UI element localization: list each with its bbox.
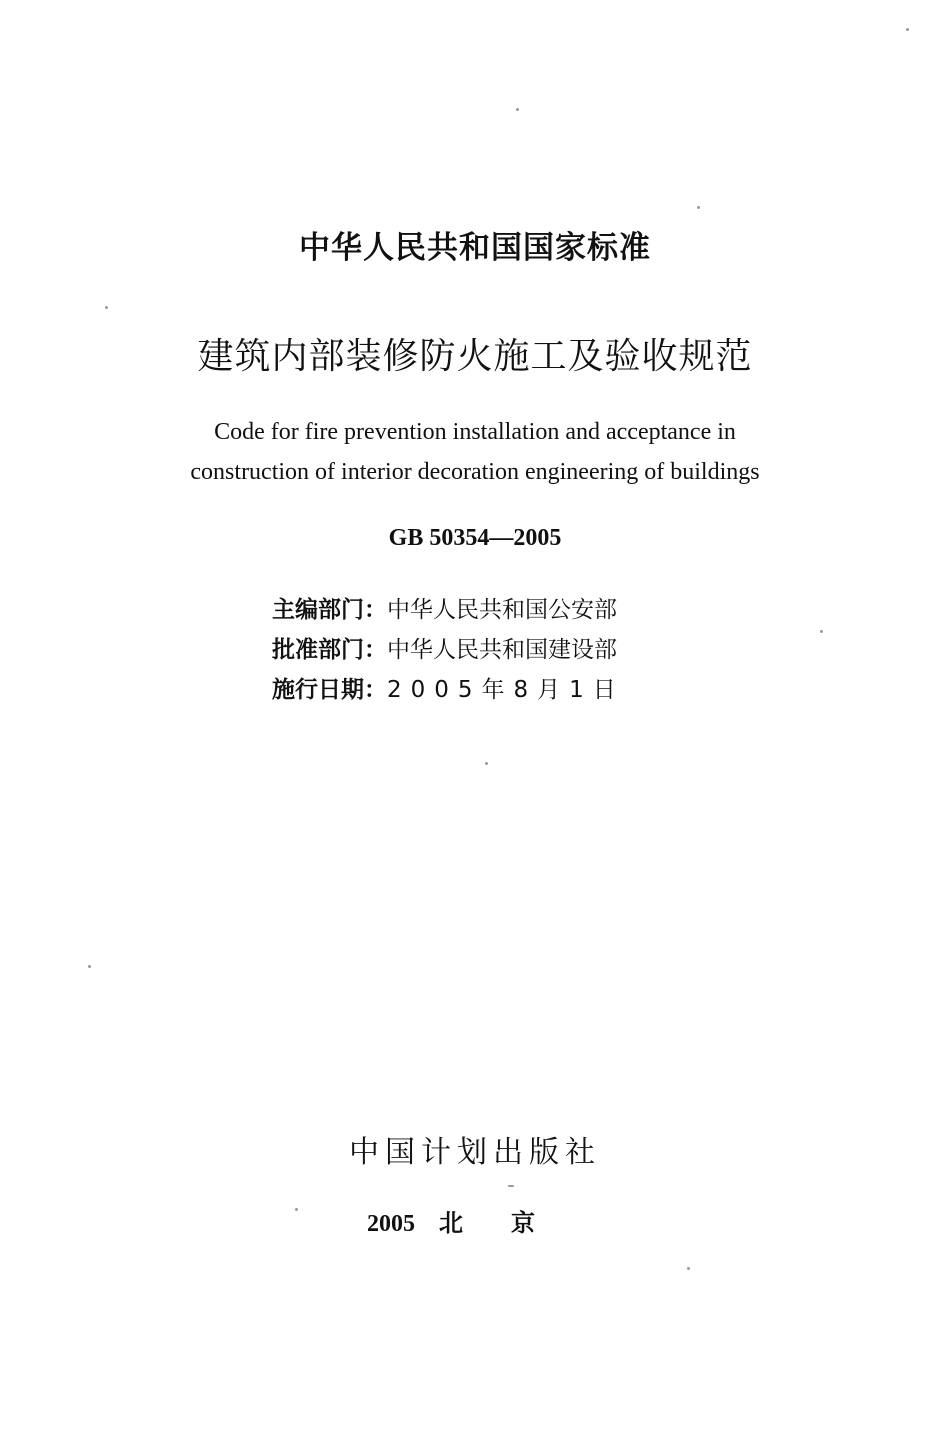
scan-speck xyxy=(516,108,519,111)
metadata-block xyxy=(272,590,625,710)
editor-department-value: 中华人民共和国公安部 xyxy=(387,597,617,623)
document-title-english xyxy=(0,412,950,492)
approver-department-label: 批准部门： xyxy=(272,637,387,663)
standard-series-header: 中华人民共和国国家标准 xyxy=(299,230,651,266)
document-title-chinese: 建筑内部装修防火施工及验收规范 xyxy=(197,336,753,377)
scan-speck xyxy=(820,630,823,633)
imprint-city: 北京 xyxy=(439,1209,583,1237)
editor-department-label: 主编部门： xyxy=(272,597,387,623)
imprint xyxy=(0,1205,950,1242)
approver-department-value: 中华人民共和国建设部 xyxy=(387,637,617,663)
effective-date-row xyxy=(272,670,625,710)
scan-speck xyxy=(906,28,909,31)
scan-speck xyxy=(485,762,488,765)
scan-speck xyxy=(687,1267,690,1270)
scan-speck xyxy=(88,965,91,968)
standard-code: GB 50354—2005 xyxy=(388,525,562,551)
scan-speck xyxy=(295,1208,298,1211)
title-english-line-1: Code for fire prevention installation and acceptance in xyxy=(214,419,736,445)
title-english-line-2: construction of interior decoration engineering of buildings xyxy=(190,459,760,485)
editor-department-row xyxy=(272,590,625,630)
publisher-name: 中国计划出版社 xyxy=(349,1135,601,1170)
imprint-year: 2005 xyxy=(367,1211,415,1237)
approver-department-row xyxy=(272,630,625,670)
scan-speck xyxy=(105,306,108,309)
scan-speck xyxy=(508,1185,514,1187)
scan-speck xyxy=(697,206,700,209)
effective-date-label: 施行日期： xyxy=(272,677,387,703)
effective-date-value: 2005年8月1日 xyxy=(387,677,625,703)
